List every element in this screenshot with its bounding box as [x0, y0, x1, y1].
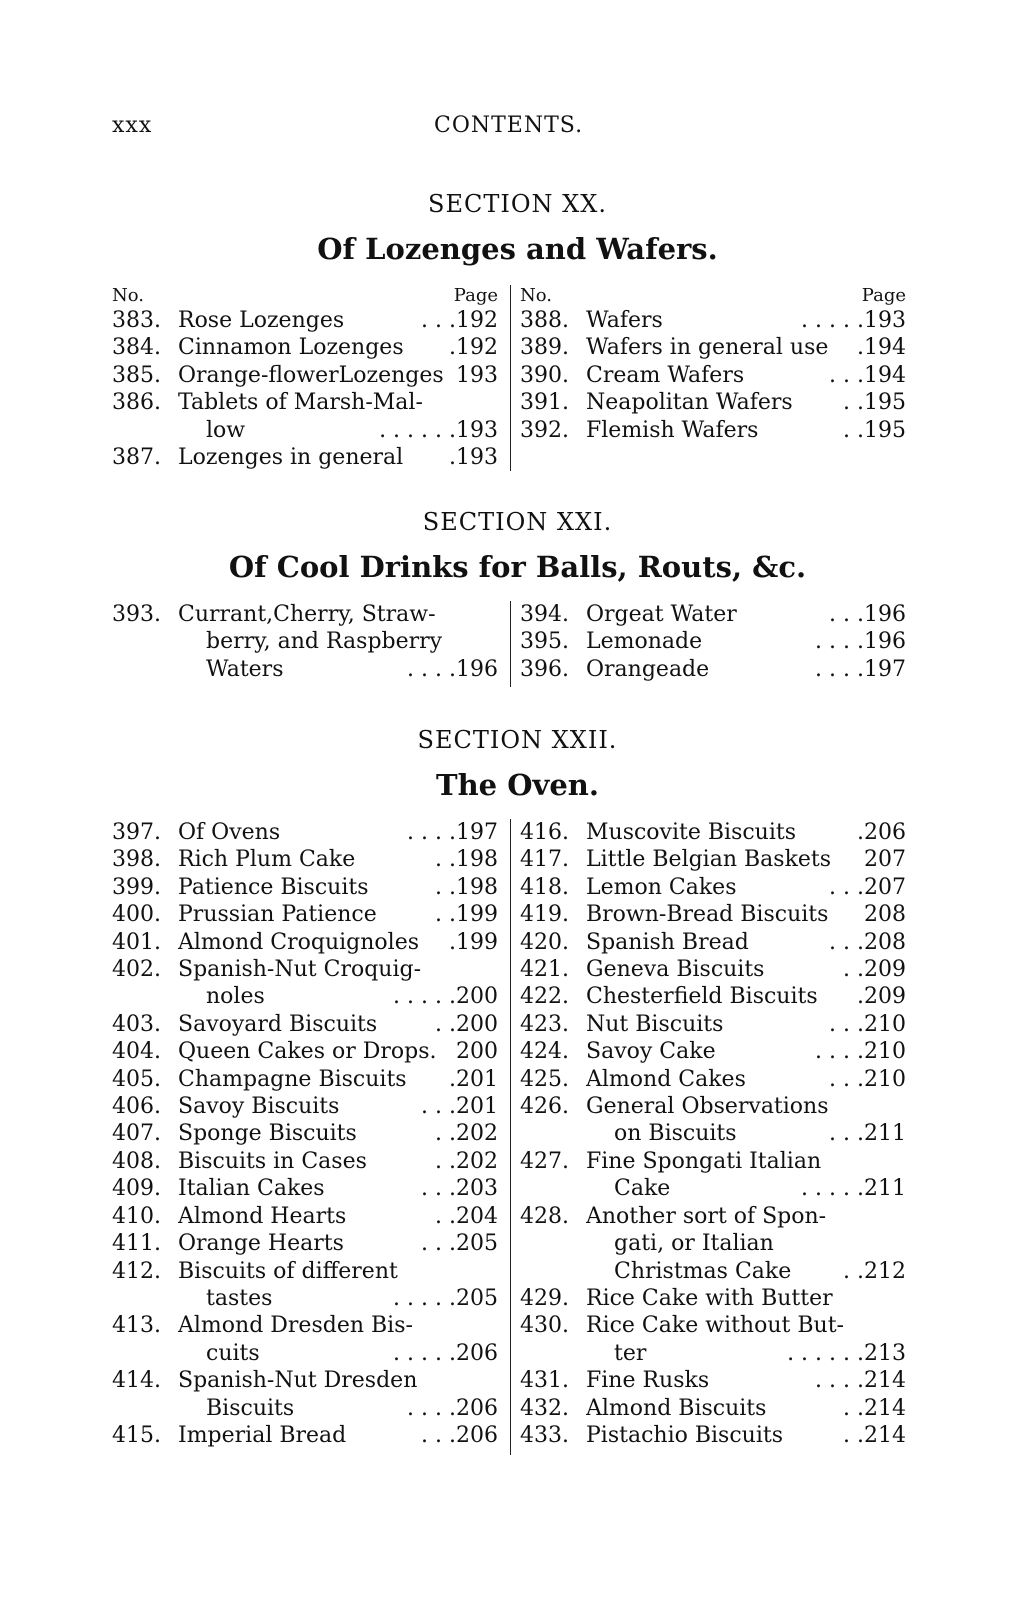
toc-entry	[520, 1258, 906, 1285]
entry-page: 211	[864, 1121, 906, 1147]
entry-title: Almond Biscuits	[586, 1395, 767, 1421]
entry-page: 192	[456, 308, 498, 333]
entry-number: 430.	[520, 1313, 569, 1339]
entry-page: 193	[456, 445, 498, 471]
toc-entry	[520, 956, 906, 983]
entry-title: berry, and Raspberry	[206, 629, 443, 655]
leader-dots: . .	[843, 957, 864, 983]
entry-title: Sponge Biscuits	[178, 1121, 357, 1147]
entry-page: 214	[864, 1368, 906, 1394]
toc-entry	[112, 1011, 498, 1038]
column-header-no: No.	[520, 285, 552, 306]
leader-dots: . . . . . .	[379, 417, 456, 443]
leader-dots: . . . .	[815, 656, 864, 682]
entry-title: Another sort of Spon-	[586, 1203, 827, 1229]
entry-page: 198	[456, 874, 498, 900]
leader-dots: . .	[843, 417, 864, 443]
leader-dots: . . .	[421, 1176, 456, 1202]
entry-page: 212	[864, 1258, 906, 1284]
entry-number: 427.	[520, 1148, 569, 1174]
entry-page: 192	[456, 335, 498, 361]
toc-entry	[112, 929, 498, 956]
entry-number: 393.	[112, 602, 161, 627]
entry-number: 413.	[112, 1313, 161, 1339]
leader-dots: . . .	[829, 1011, 864, 1037]
entry-title: Muscovite Biscuits	[586, 820, 797, 845]
leader-dots: .	[857, 984, 864, 1010]
entry-page: 200	[456, 984, 498, 1010]
toc-entry	[520, 1422, 906, 1449]
leader-dots: . . .	[421, 1422, 456, 1448]
column-header-page: Page	[453, 285, 498, 306]
leader-dots: . . . . .	[801, 1176, 864, 1202]
entry-title: Biscuits in Cases	[178, 1148, 367, 1174]
toc-entry	[520, 1312, 906, 1339]
entry-page: 211	[864, 1176, 906, 1202]
section-21-left-column	[112, 601, 498, 683]
toc-entry	[112, 983, 498, 1010]
entry-title: Biscuits	[206, 1395, 295, 1421]
entry-number: 384.	[112, 335, 161, 361]
leader-dots: . .	[843, 1258, 864, 1284]
toc-entry	[112, 307, 498, 334]
running-header	[112, 113, 912, 145]
entry-page: 202	[456, 1121, 498, 1147]
entry-title: Nut Biscuits	[586, 1011, 724, 1037]
entry-page: 210	[864, 1066, 906, 1092]
entry-title: Orange-flowerLozenges	[178, 362, 444, 388]
entry-page: 206	[864, 820, 906, 845]
entry-title: Queen Cakes or Drops.	[178, 1039, 437, 1065]
entry-title: Wafers in general use	[586, 335, 829, 361]
entry-title: noles	[206, 984, 265, 1010]
entry-title: Lemonade	[586, 629, 703, 655]
entry-title: Fine Spongati Italian	[586, 1148, 822, 1174]
entry-page: 198	[456, 847, 498, 873]
leader-dots: . . . .	[407, 820, 456, 845]
entry-title: Almond Croquignoles	[178, 929, 420, 955]
entry-title: cuits	[206, 1340, 260, 1366]
toc-entry	[112, 417, 498, 444]
toc-entry	[520, 334, 906, 361]
toc-entry	[520, 1175, 906, 1202]
toc-entry	[520, 601, 906, 628]
entry-page: 209	[864, 984, 906, 1010]
toc-entry	[112, 1203, 498, 1230]
toc-entry	[112, 362, 498, 389]
leader-dots: . . . . .	[393, 984, 456, 1010]
leader-dots: . .	[435, 902, 456, 928]
entry-number: 432.	[520, 1395, 569, 1421]
toc-entry	[520, 1203, 906, 1230]
entry-page: 199	[456, 929, 498, 955]
entry-number: 408.	[112, 1148, 161, 1174]
toc-entry	[520, 874, 906, 901]
entry-page: 196	[864, 602, 906, 627]
toc-entry	[520, 846, 906, 873]
leader-dots: . . .	[829, 602, 864, 627]
leader-dots: . .	[435, 1121, 456, 1147]
leader-dots: . .	[435, 1203, 456, 1229]
entry-number: 431.	[520, 1368, 569, 1394]
toc-entry	[112, 628, 498, 655]
entry-page: 200	[456, 1011, 498, 1037]
toc-entry	[112, 1148, 498, 1175]
leader-dots: . . .	[829, 362, 864, 388]
entry-title: Orgeat Water	[586, 602, 737, 627]
entry-title: Cake	[614, 1176, 671, 1202]
entry-number: 421.	[520, 957, 569, 983]
entry-number: 407.	[112, 1121, 161, 1147]
entry-title: Imperial Bread	[178, 1422, 347, 1448]
leader-dots: . . .	[421, 1094, 456, 1120]
toc-entry	[112, 1066, 498, 1093]
toc-entry	[520, 901, 906, 928]
entry-title: Prussian Patience	[178, 902, 377, 928]
entry-page: 210	[864, 1039, 906, 1065]
entry-page: 207	[864, 874, 906, 900]
entry-page: 210	[864, 1011, 906, 1037]
entry-title: Lozenges in general	[178, 445, 404, 471]
toc-entry	[520, 656, 906, 683]
toc-entry	[520, 417, 906, 444]
entry-title: Italian Cakes	[178, 1176, 325, 1202]
leader-dots: . .	[435, 847, 456, 873]
toc-entry	[520, 389, 906, 416]
toc-entry	[520, 628, 906, 655]
entry-title: Fine Rusks	[586, 1368, 710, 1394]
toc-entry	[112, 389, 498, 416]
entry-number: 403.	[112, 1011, 161, 1037]
entry-page: 201	[456, 1094, 498, 1120]
toc-entry	[112, 1312, 498, 1339]
section-22-right-column	[520, 819, 906, 1449]
entry-title: Orangeade	[586, 656, 710, 682]
toc-entry	[112, 1175, 498, 1202]
entry-number: 392.	[520, 417, 569, 443]
entry-title: General Observations	[586, 1094, 829, 1120]
toc-entry	[520, 307, 906, 334]
toc-entry	[112, 1285, 498, 1312]
entry-number: 423.	[520, 1011, 569, 1037]
column-header	[112, 285, 498, 307]
column-header	[520, 285, 906, 307]
entry-number: 387.	[112, 445, 161, 471]
entry-title: Lemon Cakes	[586, 874, 737, 900]
leader-dots: .	[449, 335, 456, 361]
entry-number: 388.	[520, 308, 569, 333]
entry-number: 402.	[112, 957, 161, 983]
entry-title: Champagne Biscuits	[178, 1066, 407, 1092]
toc-entry	[112, 1340, 498, 1367]
entry-title: Waters	[206, 656, 284, 682]
toc-entry	[520, 1093, 906, 1120]
toc-entry	[520, 1120, 906, 1147]
toc-entry	[112, 874, 498, 901]
entry-title: Geneva Biscuits	[586, 957, 765, 983]
entry-page: 202	[456, 1148, 498, 1174]
entry-number: 424.	[520, 1039, 569, 1065]
leader-dots: . .	[435, 1011, 456, 1037]
entry-page: 208	[864, 902, 906, 928]
toc-entry	[112, 1258, 498, 1285]
entry-page: 207	[864, 847, 906, 873]
entry-title: Almond Dresden Bis-	[178, 1313, 413, 1339]
toc-entry	[112, 1422, 498, 1449]
toc-entry	[112, 1230, 498, 1257]
entry-page: 195	[864, 390, 906, 416]
entry-title: gati, or Italian	[614, 1231, 774, 1257]
entry-number: 400.	[112, 902, 161, 928]
entry-number: 385.	[112, 362, 161, 388]
leader-dots: . . . .	[815, 629, 864, 655]
toc-entry	[520, 1285, 906, 1312]
entry-number: 433.	[520, 1422, 569, 1448]
entry-page: 197	[456, 820, 498, 845]
section-heading: SECTION XX.	[428, 190, 607, 218]
toc-entry	[520, 1340, 906, 1367]
entry-number: 383.	[112, 308, 161, 333]
entry-title: Rose Lozenges	[178, 308, 345, 333]
entry-page: 195	[864, 417, 906, 443]
entry-page: 193	[864, 308, 906, 333]
entry-number: 422.	[520, 984, 569, 1010]
entry-title: Savoy Biscuits	[178, 1094, 340, 1120]
entry-number: 419.	[520, 902, 569, 928]
running-title: CONTENTS.	[434, 113, 584, 138]
entry-title: Savoyard Biscuits	[178, 1011, 378, 1037]
toc-entry	[112, 846, 498, 873]
leader-dots: . . . . .	[393, 1285, 456, 1311]
entry-page: 204	[456, 1203, 498, 1229]
entry-title: Cream Wafers	[586, 362, 745, 388]
toc-entry	[112, 656, 498, 683]
entry-number: 425.	[520, 1066, 569, 1092]
entry-number: 428.	[520, 1203, 569, 1229]
toc-entry	[112, 1395, 498, 1422]
leader-dots: . .	[843, 1422, 864, 1448]
toc-entry	[520, 1011, 906, 1038]
column-divider	[510, 285, 511, 471]
entry-number: 401.	[112, 929, 161, 955]
toc-entry	[520, 1066, 906, 1093]
entry-title: tastes	[206, 1285, 273, 1311]
entry-number: 410.	[112, 1203, 161, 1229]
toc-entry	[520, 1395, 906, 1422]
leader-dots: . . . .	[815, 1039, 864, 1065]
leader-dots: . . .	[421, 308, 456, 333]
entry-number: 391.	[520, 390, 569, 416]
entry-number: 394.	[520, 602, 569, 627]
entry-number: 426.	[520, 1094, 569, 1120]
leader-dots: . . . .	[407, 1395, 456, 1421]
section-22-left-column	[112, 819, 498, 1449]
entry-page: 206	[456, 1395, 498, 1421]
entry-number: 404.	[112, 1039, 161, 1065]
entry-page: 200	[456, 1039, 498, 1065]
section-heading: SECTION XXII.	[417, 726, 618, 754]
entry-number: 405.	[112, 1066, 161, 1092]
entry-number: 415.	[112, 1422, 161, 1448]
entry-number: 416.	[520, 820, 569, 845]
section-title: Of Cool Drinks for Balls, Routs, &c.	[228, 550, 807, 584]
entry-number: 414.	[112, 1368, 161, 1394]
leader-dots: .	[857, 335, 864, 361]
entry-number: 411.	[112, 1231, 161, 1257]
leader-dots: . . . .	[815, 1368, 864, 1394]
leader-dots: . . .	[829, 929, 864, 955]
toc-entry	[520, 819, 906, 846]
entry-title: Cinnamon Lozenges	[178, 335, 404, 361]
leader-dots: .	[449, 929, 456, 955]
section-20-right-column	[520, 285, 906, 444]
entry-number: 397.	[112, 820, 161, 845]
toc-entry	[520, 1367, 906, 1394]
toc-entry	[520, 1038, 906, 1065]
section-21-right-column	[520, 601, 906, 683]
entry-number: 399.	[112, 874, 161, 900]
column-divider	[510, 601, 511, 687]
entry-title: Biscuits of different	[178, 1258, 398, 1284]
toc-entry	[112, 601, 498, 628]
toc-entry	[520, 929, 906, 956]
entry-title: Of Ovens	[178, 820, 281, 845]
toc-entry	[520, 1148, 906, 1175]
entry-title: Rice Cake without But-	[586, 1313, 844, 1339]
entry-title: Tablets of Marsh-Mal-	[178, 390, 423, 416]
entry-number: 412.	[112, 1258, 161, 1284]
entry-page: 206	[456, 1340, 498, 1366]
entry-page: 205	[456, 1231, 498, 1257]
entry-title: Almond Hearts	[178, 1203, 347, 1229]
entry-title: Spanish-Nut Croquig-	[178, 957, 422, 983]
leader-dots: . . . . . .	[787, 1340, 864, 1366]
entry-title: low	[206, 417, 246, 443]
toc-entry	[112, 819, 498, 846]
leader-dots: . . . .	[407, 656, 456, 682]
entry-number: 429.	[520, 1285, 569, 1311]
leader-dots: . . .	[829, 874, 864, 900]
entry-title: Neapolitan Wafers	[586, 390, 793, 416]
entry-title: Pistachio Biscuits	[586, 1422, 784, 1448]
entry-page: 203	[456, 1176, 498, 1202]
entry-page: 208	[864, 929, 906, 955]
entry-number: 418.	[520, 874, 569, 900]
entry-page: 196	[864, 629, 906, 655]
toc-entry	[520, 983, 906, 1010]
section-heading: SECTION XXI.	[422, 508, 613, 536]
toc-entry	[112, 901, 498, 928]
page-folio: xxx	[112, 113, 153, 138]
entry-title: Brown-Bread Biscuits	[586, 902, 829, 928]
column-divider	[510, 819, 511, 1455]
entry-title: Orange Hearts	[178, 1231, 344, 1257]
entry-title: Rice Cake with Butter	[586, 1285, 833, 1311]
entry-page: 206	[456, 1422, 498, 1448]
leader-dots: . .	[843, 390, 864, 416]
entry-title: Wafers	[586, 308, 663, 333]
toc-entry	[112, 1038, 498, 1065]
entry-title: Patience Biscuits	[178, 874, 369, 900]
entry-page: 205	[456, 1285, 498, 1311]
entry-page: 193	[456, 417, 498, 443]
toc-entry	[112, 444, 498, 471]
toc-entry	[520, 1230, 906, 1257]
entry-page: 197	[864, 656, 906, 682]
column-header-page: Page	[861, 285, 906, 306]
section-title: Of Lozenges and Wafers.	[317, 232, 718, 266]
leader-dots: . . . . .	[393, 1340, 456, 1366]
toc-entry	[112, 956, 498, 983]
entry-page: 199	[456, 902, 498, 928]
leader-dots: . .	[843, 1395, 864, 1421]
section-20-left-column	[112, 285, 498, 471]
toc-entry	[112, 1093, 498, 1120]
entry-title: Spanish-Nut Dresden	[178, 1368, 418, 1394]
entry-title: Spanish Bread	[586, 929, 749, 955]
entry-title: Christmas Cake	[614, 1258, 792, 1284]
entry-page: 213	[864, 1340, 906, 1366]
leader-dots: . . . . .	[801, 308, 864, 333]
entry-page: 201	[456, 1066, 498, 1092]
entry-page: 193	[456, 362, 498, 388]
toc-entry	[112, 1367, 498, 1394]
entry-title: ter	[614, 1340, 647, 1366]
entry-title: on Biscuits	[614, 1121, 737, 1147]
leader-dots: . . .	[829, 1066, 864, 1092]
toc-entry	[112, 334, 498, 361]
entry-number: 396.	[520, 656, 569, 682]
entry-number: 409.	[112, 1176, 161, 1202]
entry-number: 390.	[520, 362, 569, 388]
entry-page: 196	[456, 656, 498, 682]
entry-number: 398.	[112, 847, 161, 873]
leader-dots: . . .	[829, 1121, 864, 1147]
entry-title: Chesterfield Biscuits	[586, 984, 818, 1010]
toc-entry	[520, 362, 906, 389]
entry-page: 194	[864, 362, 906, 388]
entry-number: 417.	[520, 847, 569, 873]
entry-title: Flemish Wafers	[586, 417, 759, 443]
entry-title: Rich Plum Cake	[178, 847, 356, 873]
column-header-no: No.	[112, 285, 144, 306]
leader-dots: .	[857, 820, 864, 845]
leader-dots: . . .	[421, 1231, 456, 1257]
entry-page: 209	[864, 957, 906, 983]
entry-number: 420.	[520, 929, 569, 955]
leader-dots: .	[449, 445, 456, 471]
leader-dots: . .	[435, 1148, 456, 1174]
entry-number: 406.	[112, 1094, 161, 1120]
entry-page: 214	[864, 1422, 906, 1448]
entry-number: 389.	[520, 335, 569, 361]
entry-title: Almond Cakes	[586, 1066, 746, 1092]
toc-entry	[112, 1120, 498, 1147]
entry-number: 395.	[520, 629, 569, 655]
entry-title: Little Belgian Baskets	[586, 847, 832, 873]
section-title: The Oven.	[436, 768, 599, 802]
leader-dots: .	[449, 1066, 456, 1092]
leader-dots: . .	[435, 874, 456, 900]
entry-page: 194	[864, 335, 906, 361]
entry-number: 386.	[112, 390, 161, 416]
entry-page: 214	[864, 1395, 906, 1421]
entry-title: Currant,Cherry, Straw-	[178, 602, 436, 627]
entry-title: Savoy Cake	[586, 1039, 716, 1065]
